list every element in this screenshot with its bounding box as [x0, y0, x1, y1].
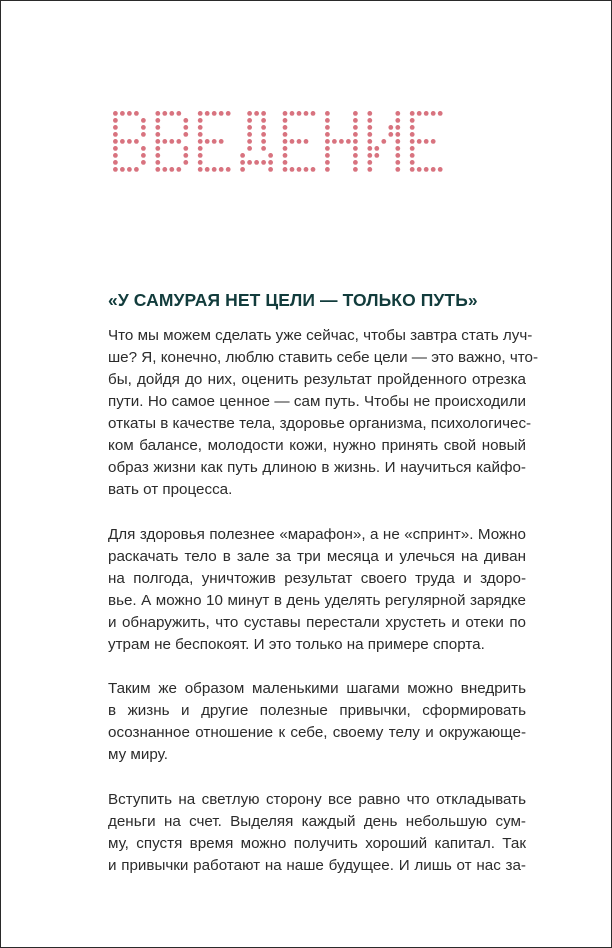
title-dot: [141, 160, 146, 165]
title-dot: [325, 167, 330, 172]
paragraph: [108, 789, 526, 877]
title-dot: [311, 111, 316, 116]
title-dot: [212, 111, 217, 116]
title-dot: [155, 160, 160, 165]
title-dot: [198, 160, 203, 165]
title-dot: [261, 132, 266, 137]
title-dot: [120, 111, 125, 116]
title-dot: [283, 111, 288, 116]
text-line: и привычки работают на наше будущее. И лишь от нас за-: [108, 856, 526, 874]
title-dot: [388, 125, 393, 130]
title-dot: [169, 139, 174, 144]
title-dot: [198, 111, 203, 116]
title-dot: [219, 111, 224, 116]
title-dot: [226, 167, 231, 172]
title-dot: [395, 139, 400, 144]
text-line: ше? Я, конечно, люблю ставить себе цели — это важно, что-: [108, 349, 539, 366]
title-dot: [261, 146, 266, 151]
title-dot: [395, 118, 400, 123]
title-dot: [254, 160, 259, 165]
title-dot: [438, 167, 443, 172]
title-dot: [374, 146, 379, 151]
title-dot: [424, 139, 429, 144]
title-dot: [325, 146, 330, 151]
title-dot: [113, 139, 118, 144]
title-dot: [141, 132, 146, 137]
title-dot: [304, 111, 309, 116]
title-dot: [247, 160, 252, 165]
text-line: бы, дойдя до них, оценить результат пройденного отрезка: [108, 371, 526, 388]
title-dot: [346, 139, 351, 144]
title-dot: [113, 160, 118, 165]
title-dot: [134, 139, 139, 144]
title-dot: [374, 153, 379, 158]
text-line: на полгода, уничтожив результат своего труда и здоро-: [108, 569, 526, 587]
title-dot: [155, 153, 160, 158]
title-dot: [304, 167, 309, 172]
title-dot: [325, 132, 330, 137]
title-dot: [431, 139, 436, 144]
title-dot: [155, 118, 160, 123]
title-dot: [198, 118, 203, 123]
title-dot: [141, 153, 146, 158]
title-dot: [120, 139, 125, 144]
title-dot: [431, 167, 436, 172]
title-dot: [367, 132, 372, 137]
title-dot: [247, 118, 252, 123]
title-dot: [261, 111, 266, 116]
title-dot: [205, 167, 210, 172]
title-dot: [283, 139, 288, 144]
section-title: «У САМУРАЯ НЕТ ЦЕЛИ — ТОЛЬКО ПУТЬ»: [108, 290, 478, 310]
title-dot: [417, 139, 422, 144]
title-dot: [219, 139, 224, 144]
title-dot: [155, 111, 160, 116]
text-line: образ жизни как путь длиною в жизнь. И научиться кайфо-: [108, 459, 526, 476]
title-dot: [127, 139, 132, 144]
title-dot: [431, 111, 436, 116]
title-dot: [283, 160, 288, 165]
title-dot: [297, 139, 302, 144]
title-dot: [198, 167, 203, 172]
title-dot: [247, 146, 252, 151]
title-dot: [261, 125, 266, 130]
title-dot: [395, 125, 400, 130]
title-dot: [325, 139, 330, 144]
title-dot: [226, 111, 231, 116]
title-dot: [424, 167, 429, 172]
title-dot: [261, 160, 266, 165]
title-dot: [212, 139, 217, 144]
chapter-title-dot-lettering: [111, 111, 391, 175]
title-dot: [113, 146, 118, 151]
title-dot: [169, 111, 174, 116]
title-dot: [141, 146, 146, 151]
title-dot: [183, 118, 188, 123]
title-dot: [261, 118, 266, 123]
title-dot: [325, 153, 330, 158]
title-dot: [183, 153, 188, 158]
text-line: Для здоровья полезнее «марафон», а не «спринт». Можно: [108, 525, 526, 543]
title-dot: [240, 167, 245, 172]
title-dot: [410, 160, 415, 165]
title-dot: [325, 160, 330, 165]
title-dot: [247, 111, 252, 116]
title-dot: [198, 153, 203, 158]
title-dot: [353, 146, 358, 151]
title-dot: [339, 139, 344, 144]
title-dot: [155, 139, 160, 144]
title-dot: [198, 146, 203, 151]
title-dot: [283, 118, 288, 123]
text-line: раскачать тело в зале за три месяца и улечься на диван: [108, 547, 526, 565]
paragraph: [108, 325, 539, 501]
title-dot: [183, 125, 188, 130]
text-line: откаты в качестве тела, здоровье организма, психологичес-: [108, 415, 532, 432]
title-dot: [410, 132, 415, 137]
title-dot: [283, 153, 288, 158]
title-dot: [283, 146, 288, 151]
title-dot: [410, 118, 415, 123]
title-dot: [410, 153, 415, 158]
title-dot: [205, 139, 210, 144]
title-dot: [219, 167, 224, 172]
title-dot: [155, 167, 160, 172]
title-dot: [395, 153, 400, 158]
title-dot: [127, 111, 132, 116]
title-dot: [297, 167, 302, 172]
title-dot: [283, 167, 288, 172]
title-dot: [113, 125, 118, 130]
title-dot: [247, 125, 252, 130]
title-dot: [304, 139, 309, 144]
text-line: Что мы можем сделать уже сейчас, чтобы завтра стать луч-: [108, 327, 533, 344]
text-line: вать от процесса.: [108, 481, 233, 498]
title-dot: [283, 132, 288, 137]
title-dot: [198, 132, 203, 137]
text-line: му, спустя время можно получить хороший капитал. Так: [108, 834, 526, 852]
text-line: в жизнь и другие полезные привычки, сформировать: [108, 702, 526, 719]
title-dot: [417, 167, 422, 172]
title-dot: [290, 139, 295, 144]
title-dot: [120, 167, 125, 172]
title-dot: [290, 111, 295, 116]
title-dot: [353, 111, 358, 116]
title-dot: [367, 146, 372, 151]
title-dot: [367, 167, 372, 172]
text-line: вье. А можно 10 минут в день уделять регулярной зарядке: [108, 591, 526, 609]
title-dot: [353, 153, 358, 158]
title-dot: [183, 160, 188, 165]
title-dot: [325, 118, 330, 123]
text-line: утрам не беспокоят. И это только на примере спорта.: [108, 635, 485, 653]
text-line: му миру.: [108, 746, 168, 763]
title-dot: [367, 153, 372, 158]
title-dot: [353, 118, 358, 123]
text-line: ком балансе, молодости кожи, нужно принять свой новый: [108, 437, 526, 454]
title-dot: [395, 111, 400, 116]
title-dot: [367, 139, 372, 144]
title-dot: [198, 139, 203, 144]
title-dot: [254, 111, 259, 116]
title-dot: [410, 139, 415, 144]
title-dot: [240, 160, 245, 165]
title-dot: [134, 167, 139, 172]
title-dot: [113, 167, 118, 172]
title-dot: [410, 146, 415, 151]
title-dot: [162, 167, 167, 172]
title-dot: [353, 167, 358, 172]
title-dot: [176, 167, 181, 172]
title-dot: [353, 132, 358, 137]
title-dot: [176, 111, 181, 116]
title-dot: [169, 167, 174, 172]
title-dot: [353, 125, 358, 130]
title-dot: [127, 167, 132, 172]
title-dot: [367, 125, 372, 130]
title-dot: [183, 146, 188, 151]
title-dot: [290, 167, 295, 172]
title-dot: [388, 132, 393, 137]
text-line: осознанное отношение к себе, своему телу и окружающе-: [108, 724, 526, 741]
title-dot: [183, 132, 188, 137]
title-dot: [417, 111, 422, 116]
title-dot: [297, 111, 302, 116]
title-dot: [134, 111, 139, 116]
title-dot: [395, 146, 400, 151]
title-dot: [438, 111, 443, 116]
title-dot: [113, 118, 118, 123]
title-dot: [410, 167, 415, 172]
text-line: деньги на счет. Выделяя каждый день небольшую сум-: [108, 812, 526, 830]
paragraph: [108, 524, 526, 656]
title-dot: [162, 111, 167, 116]
chapter-title: [111, 111, 391, 175]
title-dot: [268, 167, 273, 172]
title-dot: [268, 160, 273, 165]
title-dot: [353, 160, 358, 165]
title-dot: [247, 139, 252, 144]
title-dot: [395, 167, 400, 172]
title-dot: [311, 167, 316, 172]
title-dot: [212, 167, 217, 172]
title-dot: [268, 153, 273, 158]
title-dot: [283, 125, 288, 130]
title-dot: [381, 139, 386, 144]
text-line: Вступить на светлую сторону все равно что откладывать: [108, 790, 526, 808]
paragraph: [108, 678, 526, 766]
title-dot: [141, 125, 146, 130]
title-dot: [395, 132, 400, 137]
title-dot: [410, 125, 415, 130]
title-dot: [247, 132, 252, 137]
title-dot: [240, 153, 245, 158]
title-dot: [113, 111, 118, 116]
title-dot: [198, 125, 203, 130]
title-dot: [325, 111, 330, 116]
title-dot: [367, 160, 372, 165]
text-line: пути. Но самое ценное — сам путь. Чтобы не происходили: [108, 393, 526, 410]
title-dot: [155, 125, 160, 130]
text-line: и обнаружить, что суставы перестали хрустеть и отеки по: [108, 613, 526, 631]
title-dot: [367, 111, 372, 116]
title-dot: [113, 153, 118, 158]
title-dot: [113, 132, 118, 137]
title-dot: [155, 132, 160, 137]
text-line: Таким же образом маленькими шагами можно внедрить: [108, 680, 526, 697]
title-dot: [395, 160, 400, 165]
title-dot: [155, 146, 160, 151]
title-dot: [410, 111, 415, 116]
title-dot: [353, 139, 358, 144]
title-dot: [424, 111, 429, 116]
title-dot: [332, 139, 337, 144]
title-dot: [261, 139, 266, 144]
title-dot: [205, 111, 210, 116]
title-dot: [141, 118, 146, 123]
title-dot: [325, 125, 330, 130]
title-dot: [367, 118, 372, 123]
title-dot: [176, 139, 181, 144]
title-dot: [162, 139, 167, 144]
body-text: [108, 325, 539, 899]
